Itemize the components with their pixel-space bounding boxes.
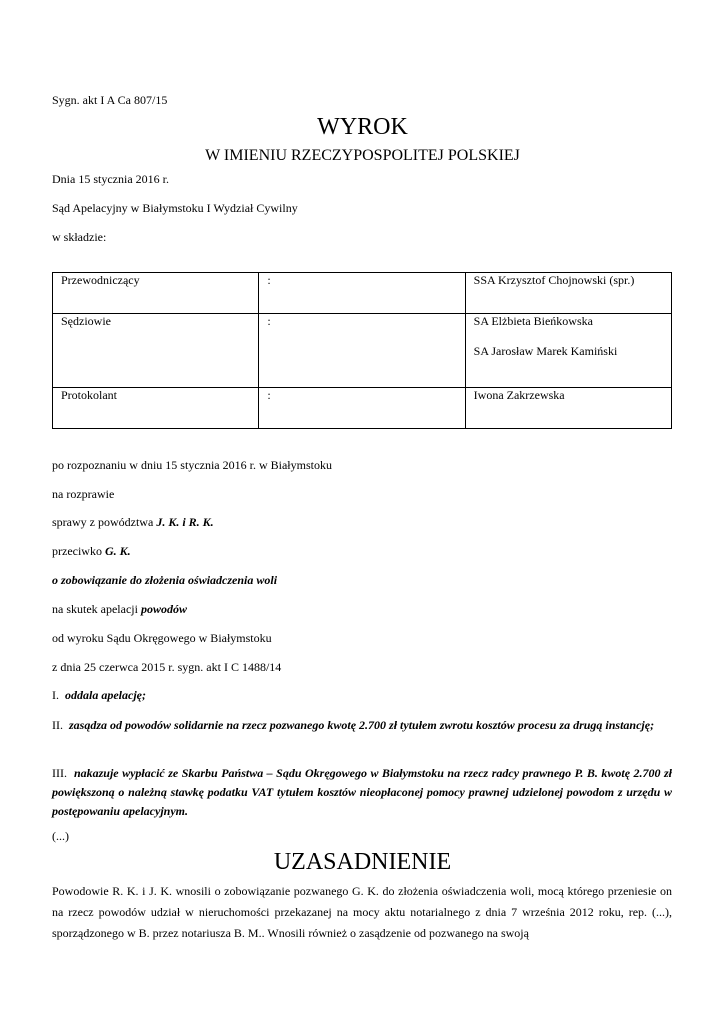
ruling-item-1 bbox=[52, 686, 672, 705]
ruling-number: II. bbox=[52, 718, 63, 732]
names-cell bbox=[465, 314, 671, 388]
composition-label: w składzie: bbox=[52, 230, 107, 244]
role-cell: Przewodniczący bbox=[53, 273, 259, 314]
ruling-number: I. bbox=[52, 688, 59, 702]
judge-name: SSA Krzysztof Chojnowski (spr.) bbox=[473, 273, 635, 287]
ruling-item-3 bbox=[52, 764, 672, 821]
ruling-number: III. bbox=[52, 766, 67, 780]
against-line bbox=[52, 544, 131, 559]
appellants: powodów bbox=[140, 602, 187, 616]
document-subtitle: W IMIENIU RZECZYPOSPOLITEJ POLSKIEJ bbox=[205, 147, 520, 164]
ruling-item-2 bbox=[52, 716, 672, 735]
justification-paragraph: Powodowie R. K. i J. K. wnosili o zobowiązanie pozwanego G. K. do złożenia oświadczenia woli, mocą którego przeniesie on na rzecz powodów udział w nieruchomości przekazanej na mocy aktu notarialnego z dnia 7 września 2012 roku, rep. (...), sporządzonego w B. przez notariusza B. M.. Wnosili również o zasądzenie od pozwanego na swoją bbox=[52, 884, 672, 940]
court-name: Sąd Apelacyjny w Białymstoku I Wydział Cywilny bbox=[52, 201, 298, 215]
case-subject: o zobowiązanie do złożenia oświadczenia woli bbox=[52, 573, 278, 587]
on-hearing-line: na rozprawie bbox=[52, 487, 115, 501]
ruling-text: zasądza od powodów solidarnie na rzecz pozwanego kwotę 2.700 zł tytułem zwrotu kosztów procesu za drugą instancję; bbox=[69, 718, 655, 732]
document-title: WYROK bbox=[317, 114, 408, 140]
hearing-line: po rozpoznaniu w dniu 15 stycznia 2016 r. w Białymstoku bbox=[52, 458, 332, 472]
separator-cell: : bbox=[259, 273, 465, 314]
court-panel-table bbox=[52, 272, 672, 429]
judgment-date: Dnia 15 stycznia 2016 r. bbox=[52, 172, 169, 186]
against-prefix: przeciwko bbox=[52, 544, 105, 558]
clerk-name: Iwona Zakrzewska bbox=[473, 388, 565, 402]
case-line bbox=[52, 515, 214, 530]
case-reference: Sygn. akt I A Ca 807/15 bbox=[52, 93, 168, 107]
table-row bbox=[53, 314, 672, 388]
role-cell: Protokolant bbox=[53, 388, 259, 429]
appeal-line bbox=[52, 602, 187, 617]
table-row bbox=[53, 388, 672, 429]
judgment-date-line: z dnia 25 czerwca 2015 r. sygn. akt I C 1488/14 bbox=[52, 660, 282, 674]
role-cell: Sędziowie bbox=[53, 314, 259, 388]
names-cell bbox=[465, 273, 671, 314]
defendant: G. K. bbox=[104, 544, 131, 558]
judge-name: SA Elżbieta Bieńkowska bbox=[473, 314, 593, 328]
case-prefix: sprawy z powództwa bbox=[52, 515, 157, 529]
appeal-prefix: na skutek apelacji bbox=[52, 602, 141, 616]
judge-name: SA Jarosław Marek Kamiński bbox=[473, 344, 618, 358]
table-row bbox=[53, 273, 672, 314]
justification-title: UZASADNIENIE bbox=[273, 849, 452, 875]
from-judgment-line: od wyroku Sądu Okręgowego w Białymstoku bbox=[52, 631, 272, 645]
ruling-text: oddala apelację; bbox=[65, 688, 146, 702]
plaintiffs: J. K. i R. K. bbox=[156, 515, 214, 529]
ruling-text: nakazuje wypłacić ze Skarbu Państwa – Sądu Okręgowego w Białymstoku na rzecz radcy prawnego P. B. kwotę 2.700 zł powiększoną o należną stawkę podatku VAT tytułem kosztów nieopłaconej pomocy prawnej udzielonej powodom z urzędu w postępowaniu apelacyjnym. bbox=[52, 766, 672, 818]
omission-marker: (...) bbox=[52, 829, 69, 843]
names-cell bbox=[465, 388, 671, 429]
separator-cell: : bbox=[259, 388, 465, 429]
separator-cell: : bbox=[259, 314, 465, 388]
